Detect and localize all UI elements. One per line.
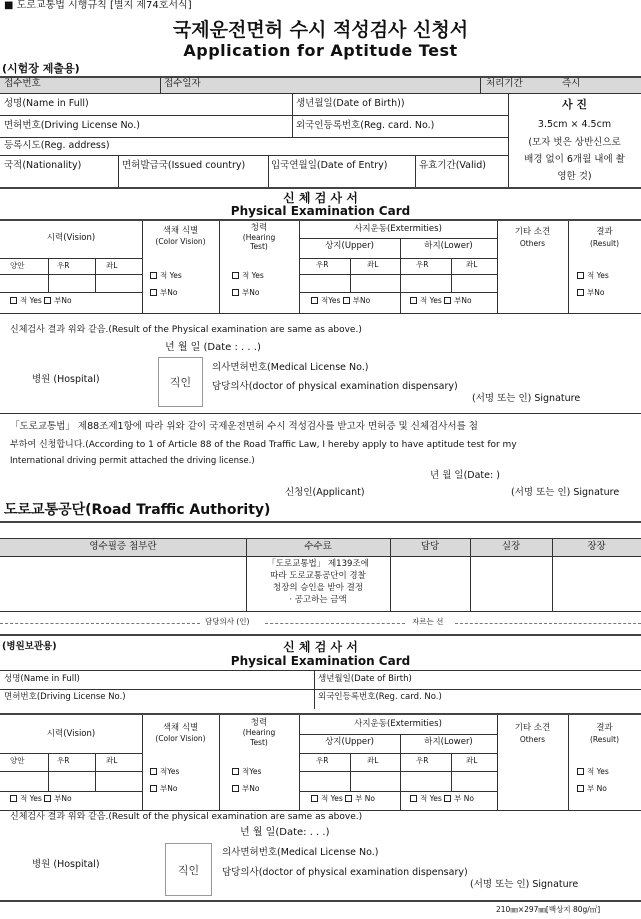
- doctor2-signature: (서명 또는 인) Signature: [470, 879, 579, 890]
- exam-statement: 신체검사 결과 위와 같음.(Result of the Physical examination are same as above.): [10, 325, 362, 335]
- name-field[interactable]: 성명(Name in Full): [4, 98, 89, 109]
- result2-no-checkbox[interactable]: 부 No: [577, 785, 607, 794]
- reg-card-field[interactable]: 외국인등록번호(Reg. card. No.): [296, 120, 435, 131]
- director-header: 장장: [587, 541, 606, 552]
- extremities-header: 사지운동(Extermities): [354, 224, 442, 234]
- license-number-field[interactable]: 면허번호(Driving License No.): [4, 120, 140, 131]
- photo-note-3: 영한 것): [557, 171, 592, 182]
- seal-box: 직인: [158, 357, 203, 407]
- declaration-line-3: International driving permit attached the driving license.): [10, 456, 255, 466]
- declaration-line-1: 「도로교통법」 제88조제1항에 따라 위와 같이 국제운전면허 수시 적성검사를 받고자 면허증 및 신체검사서를 첨: [10, 421, 478, 432]
- charge-header: 담당: [420, 541, 440, 552]
- lower-checkbox[interactable]: 적 Yes 부No: [410, 297, 472, 306]
- issued-country-field[interactable]: 면허발급국(Issued country): [122, 160, 246, 171]
- fee-desc-4: · 공고하는 금액: [289, 595, 347, 605]
- exam2-title-ko: 신 체 검 사 서: [283, 640, 358, 654]
- address-field[interactable]: 등록시도(Reg. address): [4, 140, 110, 151]
- hospital-copy-label: (병원보관용): [2, 641, 57, 652]
- receipt-attach-header: 영수필증 첨부란: [89, 541, 157, 552]
- cut-line-label: 자르는 선: [412, 617, 444, 626]
- result2-yes-checkbox[interactable]: 적 Yes: [577, 768, 609, 777]
- exam-date: 년 월 일 (Date : . . .): [165, 342, 261, 353]
- cut-doctor-label: 담당의사 (인): [205, 617, 250, 626]
- medical-license-label: 의사면허번호(Medical License No.): [212, 362, 369, 373]
- color-vision-header: 색채 식별: [162, 226, 199, 236]
- dob-field[interactable]: 생년월일(Date of Birth)): [296, 98, 405, 109]
- lower2-checkbox[interactable]: 적 Yes 부 No: [410, 795, 474, 804]
- exam-title-en: Physical Examination Card: [230, 204, 411, 218]
- exam2-statement: 신체검사 결과 위와 같음.(Result of the physical examination are same as above.): [10, 812, 363, 822]
- valid-period-field[interactable]: 유효기간(Valid): [419, 160, 487, 171]
- exam2-date: 년 월 일(Date: . . .): [240, 827, 330, 838]
- medical-license2-label: 의사면허번호(Medical License No.): [222, 847, 379, 858]
- result-no-checkbox[interactable]: 부No: [577, 289, 604, 298]
- nationality-field[interactable]: 국적(Nationality): [4, 160, 82, 171]
- applicant-label: 신청인(Applicant): [285, 487, 365, 498]
- vision-checkbox[interactable]: 적 Yes 부No: [10, 297, 72, 306]
- doctor-label: 담당의사(doctor of physical examination dispensary): [212, 381, 458, 392]
- exam-submit-label: (시험장 제출용): [2, 62, 80, 75]
- fee-desc-3: 청장의 승인을 받아 결정: [272, 583, 364, 593]
- result-header: 결과: [596, 227, 613, 237]
- seal2-box: 직인: [165, 843, 212, 896]
- fee-header: 수수료: [304, 541, 332, 552]
- entry-date-field[interactable]: 입국연월일(Date of Entry): [271, 160, 388, 171]
- page-title-english: Application for Aptitude Test: [183, 41, 458, 60]
- hospital-label: 병원 (Hospital): [32, 374, 100, 385]
- declaration-line-2: 부하여 신청합니다.(According to 1 of Article 88 of the Road Traffic Law, I hereby apply to have aptitude test for my: [10, 440, 517, 450]
- authority-name: 도로교통공단(Road Traffic Authority): [4, 502, 271, 518]
- color-no-checkbox[interactable]: 부No: [150, 289, 177, 298]
- exam2-title-en: Physical Examination Card: [230, 654, 411, 668]
- receipt-number: 접수번호: [4, 78, 41, 89]
- dob2-field[interactable]: 생년월일(Date of Birth): [318, 674, 412, 684]
- manager-header: 실장: [501, 541, 521, 552]
- page-title: 국제운전면허 수시 적성검사 신청서: [172, 19, 469, 41]
- doctor2-label: 담당의사(doctor of physical examination dispensary): [222, 867, 468, 878]
- declaration-date: 년 월 일(Date: ): [430, 470, 500, 481]
- color-yes-checkbox[interactable]: 적 Yes: [150, 272, 182, 281]
- photo-note-1: (모자 벗은 상반신으로: [528, 137, 621, 148]
- color2-yes-checkbox[interactable]: 적Yes: [150, 768, 179, 777]
- processing-period-label: 처리기간: [486, 78, 523, 89]
- upper-header: 상지(Upper): [325, 241, 374, 251]
- applicant-signature: (서명 또는 인) Signature: [511, 487, 620, 498]
- license2-field[interactable]: 면허번호(Driving License No.): [4, 692, 126, 702]
- fee-desc-1: 「도로교통법」 제139조에: [267, 559, 369, 569]
- photo-note-2: 배경 없이 6개월 내에 촬: [524, 154, 625, 165]
- others-header: 기타 소견: [514, 227, 551, 237]
- processing-period-value: 즉시: [562, 78, 581, 89]
- hospital2-label: 병원 (Hospital): [32, 859, 100, 870]
- lower-header: 하지(Lower): [424, 241, 473, 251]
- hearing-yes-checkbox[interactable]: 적 Yes: [232, 272, 264, 281]
- hearing-no-checkbox[interactable]: 부No: [232, 289, 259, 298]
- vision-header: 시력(Vision): [46, 233, 96, 243]
- hearing2-no-checkbox[interactable]: 부No: [232, 785, 259, 794]
- vision2-header: 시력(Vision): [46, 729, 96, 739]
- square-icon: ■: [4, 0, 14, 11]
- upper-checkbox[interactable]: 적Yes 부No: [311, 297, 370, 306]
- doctor-signature: (서명 또는 인) Signature: [472, 393, 581, 404]
- reg-card2-field[interactable]: 외국인등록번호(Reg. card. No.): [318, 692, 442, 702]
- hearing2-yes-checkbox[interactable]: 적Yes: [232, 768, 261, 777]
- hearing-header: 청력: [250, 223, 268, 233]
- receipt-date: 접수일자: [164, 78, 201, 89]
- result-yes-checkbox[interactable]: 적 Yes: [577, 272, 609, 281]
- color2-no-checkbox[interactable]: 부No: [150, 785, 177, 794]
- name2-field[interactable]: 성명(Name in Full): [4, 674, 80, 684]
- photo-size: 3.5cm × 4.5cm: [537, 119, 612, 130]
- form-reference: ■ 도로교통법 시행규칙 [별지 제74호서식]: [4, 0, 192, 11]
- paper-spec: 210㎜×297㎜[백상지 80g/㎡]: [496, 905, 601, 914]
- exam-title-ko: 신 체 검 사 서: [283, 191, 358, 205]
- vision2-checkbox[interactable]: 적 Yes 부No: [10, 795, 72, 804]
- upper2-checkbox[interactable]: 적 Yes 부 No: [311, 795, 375, 804]
- fee-desc-2: 따라 도로교통공단이 경찰: [270, 571, 366, 581]
- photo-title: 사 진: [561, 98, 588, 111]
